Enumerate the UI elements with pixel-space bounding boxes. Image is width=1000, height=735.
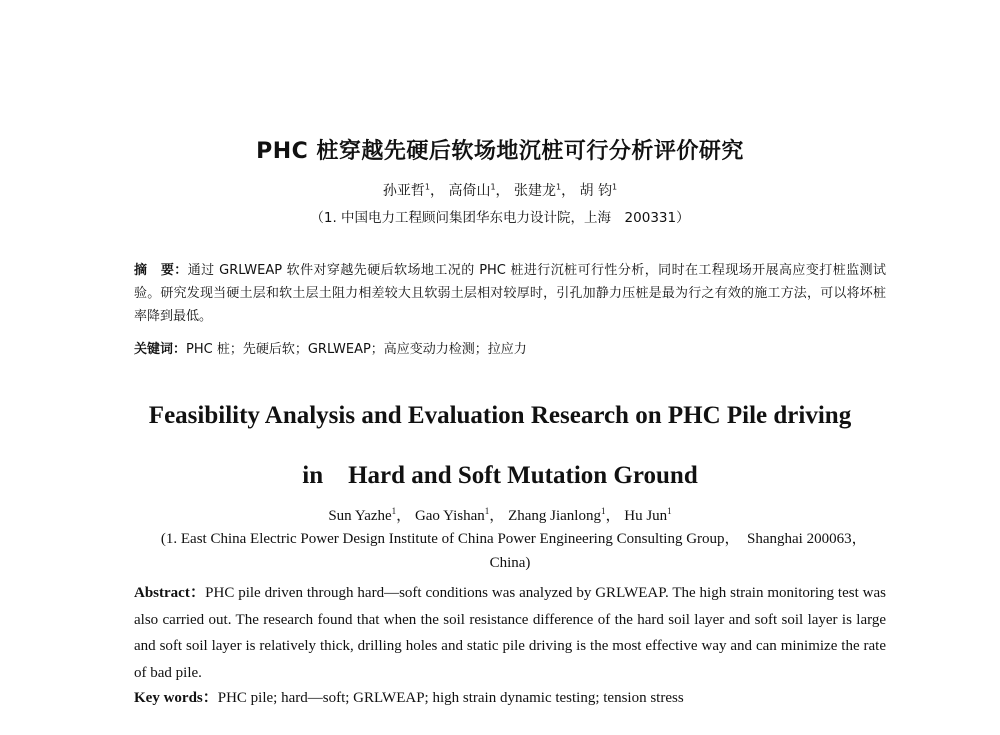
author-name: 张建龙 [514, 183, 556, 199]
author-separator: ， [495, 183, 510, 199]
affiliation-mark: 1 [484, 506, 490, 516]
keywords-text: PHC pile; hard—soft; GRLWEAP; high strain dynamic testing; tension stress [217, 690, 684, 706]
author-separator: ， [605, 508, 621, 524]
affiliation-mark: 1 [556, 182, 562, 192]
english-title-line-1: Feasibility Analysis and Evaluation Research on PHC Pile driving [148, 402, 852, 429]
chinese-title: PHC 桩穿越先硬后软场地沉桩可行分析评价研究 [256, 139, 744, 164]
chinese-abstract [134, 259, 886, 328]
keywords-label: 关键词： [134, 342, 187, 357]
english-abstract [134, 580, 886, 686]
abstract-text: 通过 GRLWEAP 软件对穿越先硬后软场地工况的 PHC 桩进行沉桩可行性分析，同时在工程现场开展高应变打桩监测试验。研究发现当硬土层和软土层土阻力相差较大且软弱土层相对较厚时，引孔加静力压桩是最为行之有效的施工方法，可以将坏桩率降到最低。 [134, 263, 886, 324]
keywords-label: Key words： [134, 690, 218, 706]
english-affiliation: (1. East China Electric Power Design Institute of China Power Engineering Consulting Group， Shanghai 200063， China) [160, 531, 875, 571]
chinese-affiliation: （1. 中国电力工程顾问集团华东电力设计院，上海 200331） [310, 210, 690, 226]
author-separator: ， [489, 508, 505, 524]
author-name: 胡 钧 [579, 183, 612, 199]
keywords-text: PHC 桩；先硬后软；GRLWEAP；高应变动力检测；拉应力 [186, 342, 527, 357]
affiliation-mark: 1 [667, 506, 672, 516]
author-separator: ， [396, 508, 412, 524]
affiliation-mark: 1 [424, 182, 430, 192]
abstract-text: PHC pile driven through hard—soft conditions was analyzed by GRLWEAP. The high strain monitoring test was also carried out. The research found that when the soil resistance difference of the hard soil layer and soft soil layer is large and soft soil layer is relatively thick, drilling holes and static pile driving is the most effective way and can minimize the rate of bad pile. [134, 585, 886, 681]
chinese-authors [0, 180, 1000, 200]
chinese-keywords [134, 340, 886, 360]
affiliation-mark: 1 [612, 182, 618, 192]
author-separator: ， [561, 183, 576, 199]
affiliation-mark: 1 [490, 182, 496, 192]
abstract-label: 摘 要： [134, 263, 188, 278]
author-name: Zhang Jianlong [508, 508, 601, 524]
affiliation-mark: 1 [391, 506, 397, 516]
author-name: Hu Jun [624, 508, 668, 524]
author-separator: ， [430, 183, 444, 199]
abstract-label: Abstract： [134, 585, 206, 601]
author-name: Sun Yazhe [328, 508, 392, 524]
author-name: Gao Yishan [414, 508, 485, 524]
english-authors [0, 504, 1000, 525]
english-keywords [134, 687, 886, 709]
english-title-line-2: in Hard and Soft Mutation Ground [302, 462, 698, 489]
author-name: 孙亚哲 [382, 183, 425, 199]
affiliation-mark: 1 [600, 506, 606, 516]
author-name: 高倚山 [448, 183, 491, 199]
